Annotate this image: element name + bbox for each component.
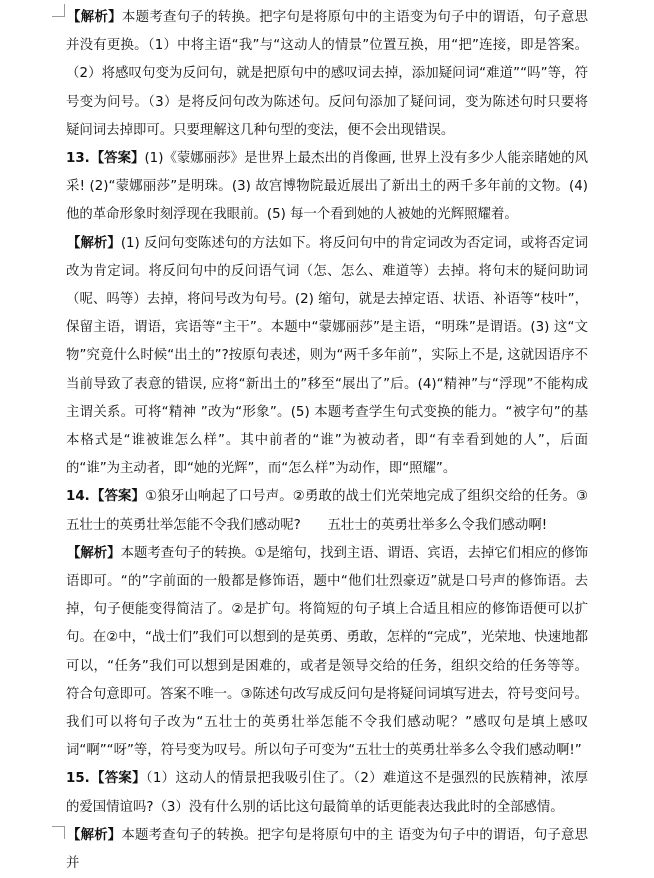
analysis-tag: 【解析】 [67,10,122,25]
paragraph-text: ①狼牙山响起了口号声。②勇敢的战士们光荣地完成了组织交给的任务。③五壮士的英勇壮举怎能不令我们感动呢? 五壮士的英勇壮举多么令我们感动啊! [66,489,589,533]
document-body [66,4,588,878]
question-number: 13. [66,151,90,167]
question-number: 14. [66,489,90,505]
paragraph-analysis-12 [66,4,588,145]
paragraph-text: 本题考查句子的转换。把字句是将原句中的主语变为句子中的谓语，句子意思并没有更换。（1）中将主语“我”与“这动人的情景”位置互换，用“把”连接，即是答案。（2）将感叹句变为反问句，就是把原句中的感叹词去掉，添加疑问词“难道”“吗”等，符号变为问号。（3）是将反问句改为陈述句。反问句添加了疑问词，变为陈述句时只要将疑问词去掉即可。只要理解这几种句型的变法，便不会出现错误。 [66,10,589,138]
answer-tag: 【答案】 [90,771,146,787]
paragraph-analysis-13 [66,230,588,484]
paragraph-analysis-14 [66,540,588,766]
analysis-tag: 【解析】 [67,827,122,843]
answer-tag: 【答案】 [90,151,145,167]
analysis-tag: 【解析】 [67,235,121,251]
crop-mark-top-left [52,4,65,17]
answer-tag: 【答案】 [90,489,146,505]
paragraph-text: (1)《蒙娜丽莎》是世界上最杰出的肖像画, 世界上没有多少人能亲睹她的风采! (2)“蒙娜丽莎”是明珠。(3) 故宫博物院最近展出了新出土的两千多年前的文物。(4) 他的革命形象时刻浮现在我眼前。(5) 每一个看到她的人被她的光辉照耀着。 [66,151,589,223]
paragraph-answer-14 [66,483,588,539]
paragraph-text: (1) 反问句变陈述句的方法如下。将反问句中的肯定词改为否定词，或将否定词改为肯定词。将反问句中的反问语气词（怎、怎么、难道等）去掉。将句末的疑问助词（呢、吗等）去掉，将问号改为句号。(2) 缩句，就是去掉定语、状语、补语等“枝叶”，保留主语，谓语，宾语等“主干”。本题中“蒙娜丽莎”是主语，“明珠”是谓语。(3) 这“文物”究竟什么时候“出土的”?按原句表述，则为“两千多年前”，实际上不是, 这就因语序不当前导致了表意的错误, 应将“新出土的”移至“展出了”后。(4)“精神”与“浮现”不能构成主谓关系。可将“精神 ”改为“形象”。(5) 本题考查学生句式变换的能力。“被字句”的基本格式是“谁被谁怎么样”。其中前者的“谁”为被动者，即“有幸看到她的人”，后面的“谁”为主动者，即“她的光辉”，而“怎么样”为动作，即“照耀”。 [66,235,588,477]
analysis-tag: 【解析】 [67,545,121,561]
crop-mark-bottom-left [52,826,65,839]
paragraph-text: （1）这动人的情景把我吸引住了。（2）难道这不是强烈的民族精神，浓厚的爱国情谊吗?（3）没有什么别的话比这句最简单的话更能表达我此时的全部感情。 [66,771,589,815]
paragraph-text: 本题考查句子的转换。把字句是将原句中的主 语变为句子中的谓语，句子意思并 [66,827,589,872]
paragraph-answer-13 [66,145,588,230]
paragraph-answer-15 [66,765,588,821]
paragraph-text: 本题考查句子的转换。①是缩句，找到主语、谓语、宾语，去掉它们相应的修饰语即可。“的”字前面的一般都是修饰语，题中“他们壮烈豪迈”就是口号声的修饰语。去掉，句子便能变得简洁了。②是扩句。将简短的句子填上合适且相应的修饰语便可以扩句。在②中，“战士们”我们可以想到的是英勇、勇敢，怎样的“完成”，光荣地、快速地都可以，“任务”我们可以想到是困难的，或者是领导交给的任务，组织交给的任务等等。符合句意即可。答案不唯一。③陈述句改写成反问句是将疑问词填写进去，符号变问号。我们可以将句子改为“五壮士的英勇壮举怎能不令我们感动呢？”感叹句是填上感叹词“啊”“呀”等，符号变为叹号。所以句子可变为“五壮士的英勇壮举多么令我们感动啊!” [66,545,588,759]
paragraph-analysis-15 [66,822,588,878]
question-number: 15. [66,771,90,787]
